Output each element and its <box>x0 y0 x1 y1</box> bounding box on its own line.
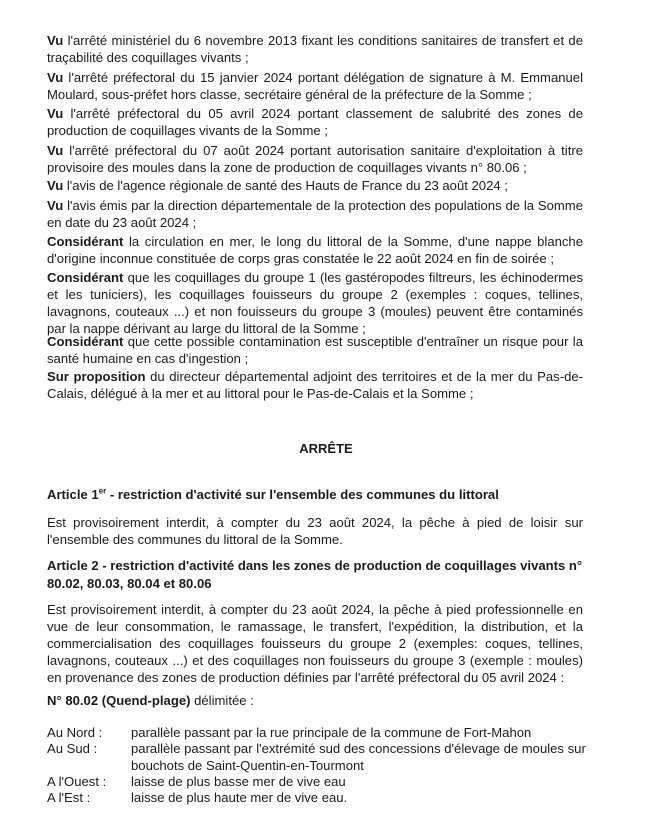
boundary-text: laisse de plus haute mer de vive eau. <box>131 790 348 805</box>
visa-paragraph <box>47 32 583 66</box>
proposition-paragraph <box>47 368 583 402</box>
considerant-paragraph <box>47 269 583 337</box>
boundary-label: Au Sud : <box>47 741 98 756</box>
article2-heading: Article 2 - restriction d'activité dans les zones de production de coquillages vivants n° 80.02, 80.03, 80.04 et 80.06 <box>47 558 583 591</box>
visa-text: l'arrêté préfectoral du 05 avril 2024 portant classement de salubrité des zones de production de coquillages vivants de la Somme ; <box>47 106 583 138</box>
considerant-text: que cette possible contamination est susceptible d'entraîner un risque pour la santé humaine en cas d'ingestion ; <box>47 334 583 366</box>
considerant-keyword: Considérant <box>47 270 124 285</box>
boundary-text: parallèle passant par l'extrémité sud des concessions d'élevage de moules sur bouchots de Saint-Quentin-en-Tourmont <box>131 741 586 773</box>
article2-body: Est provisoirement interdit, à compter du 23 août 2024, la pêche à pied professionnelle en vue de leur consommation, le ramassage, le transfert, l'expédition, la distribution, et la commercialisation des coquillages fouisseurs du groupe 2 (exemples: coques, tellines, lavagnons, couteaux ...) et des coquillages non fouisseurs du groupe 3 (exemple : moules) en provenance des zones de production définies par l'arrêté préfectoral du 05 avril 2024 : <box>47 602 583 685</box>
visa-keyword: Vu <box>47 106 64 121</box>
boundary-label: A l'Ouest : <box>47 774 107 789</box>
considerant-text: que les coquillages du groupe 1 (les gastéropodes filtreurs, les échinodermes et les tuniciers), les coquillages fouisseurs du groupe 2 (exemples : coques, tellines, lavagnons, couteaux ...) et non fouisseurs du groupe 3 (moules) peuvent être contaminés par la nappe dérivant au large du littoral de la Somme ; <box>47 270 583 336</box>
visa-paragraph <box>47 105 583 139</box>
visa-text: l'avis émis par la direction départementale de la protection des populations de la Somme en date du 23 août 2024 ; <box>47 198 583 230</box>
proposition-keyword: Sur proposition <box>47 369 146 384</box>
article1-label-prefix: Article 1 <box>47 487 99 502</box>
visa-text: l'arrêté préfectoral du 07 août 2024 portant autorisation sanitaire d'exploitation à titre provisoire des moules dans la zone de production de coquillages vivants n° 80.06 ; <box>47 143 583 175</box>
visa-paragraph <box>47 69 583 103</box>
proposition-text: du directeur départemental adjoint des territoires et de la mer du Pas-de-Calais, délégué à la mer et au littoral pour le Pas-de-Calais et la Somme ; <box>47 369 583 401</box>
considerant-text: la circulation en mer, le long du littoral de la Somme, d'une nappe blanche d'origine inconnue constituée de corps gras constatée le 22 août 2024 en fin de soirée ; <box>47 234 583 266</box>
considerant-keyword: Considérant <box>47 234 124 249</box>
visa-paragraph <box>47 177 583 194</box>
article1-heading <box>47 486 587 504</box>
boundary-text: parallèle passant par la rue principale de la commune de Fort-Mahon <box>131 725 532 740</box>
visa-keyword: Vu <box>47 143 64 158</box>
zone-name: N° 80.02 (Quend-plage) <box>47 693 191 708</box>
visa-text: l'avis de l'agence régionale de santé des Hauts de France du 23 août 2024 ; <box>63 178 508 193</box>
boundary-text: laisse de plus basse mer de vive eau <box>131 774 346 789</box>
arrete-heading: ARRÊTE <box>299 441 353 456</box>
boundary-label: Au Nord : <box>47 725 103 740</box>
zone-suffix: délimitée : <box>190 693 254 708</box>
visa-text: l'arrêté ministériel du 6 novembre 2013 fixant les conditions sanitaires de transfert et de traçabilité des coquillages vivants ; <box>47 33 583 65</box>
visa-keyword: Vu <box>47 33 64 48</box>
considerant-paragraph <box>47 233 583 267</box>
visa-keyword: Vu <box>47 70 64 85</box>
article1-label-sup: er <box>98 486 107 496</box>
visa-text: l'arrêté préfectoral du 15 janvier 2024 portant délégation de signature à M. Emmanuel Moulard, sous-préfet hors classe, secrétaire général de la préfecture de la Somme ; <box>47 70 583 102</box>
article1-label-rest: - restriction d'activité sur l'ensemble des communes du littoral <box>106 487 499 502</box>
boundary-label: A l'Est : <box>47 790 91 805</box>
visa-keyword: Vu <box>47 178 64 193</box>
considerant-paragraph <box>47 333 583 367</box>
zone-heading <box>47 692 583 709</box>
visa-paragraph <box>47 197 583 231</box>
article1-body: Est provisoirement interdit, à compter du 23 août 2024, la pêche à pied de loisir sur l'ensemble des communes du littoral de la Somme. <box>47 515 583 547</box>
visa-keyword: Vu <box>47 198 64 213</box>
visa-paragraph <box>47 142 583 176</box>
considerant-keyword: Considérant <box>47 334 124 349</box>
